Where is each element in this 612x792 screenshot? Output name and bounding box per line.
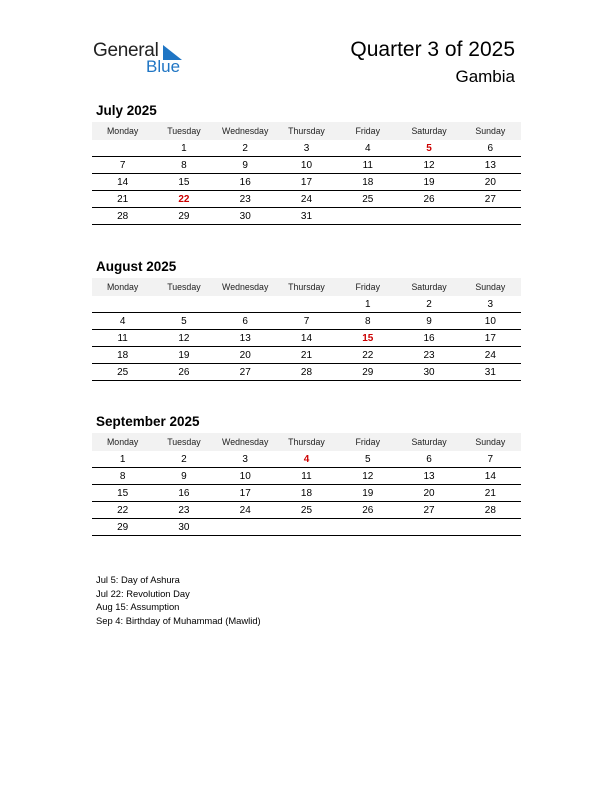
month-september	[92, 413, 521, 536]
weekday-header	[92, 433, 521, 451]
day-cell: 26	[423, 193, 435, 205]
day-cell: 25	[300, 504, 313, 516]
week-row	[92, 451, 521, 468]
day-cell: 19	[423, 176, 435, 188]
week-row	[92, 330, 521, 347]
weekday-header	[92, 278, 521, 296]
day-cell: 26	[362, 504, 374, 516]
day-cell: 11	[117, 332, 128, 344]
holiday-notes	[96, 573, 261, 627]
day-cell: 27	[423, 504, 435, 516]
day-cell: 2	[181, 453, 187, 465]
country-name: Gambia	[455, 67, 515, 86]
weekday-label: Thursday	[288, 126, 325, 136]
day-cell: 30	[239, 210, 251, 222]
weekday-label: Monday	[106, 126, 139, 136]
day-cell: 21	[484, 487, 496, 499]
day-cell: 27	[484, 193, 496, 205]
weekday-label: Friday	[355, 126, 380, 136]
week-row	[92, 208, 521, 225]
day-cell: 10	[239, 470, 251, 482]
day-cell: 29	[362, 366, 374, 378]
weekday-label: Friday	[355, 282, 380, 292]
day-cell: 26	[178, 366, 190, 378]
day-cell: 3	[487, 298, 494, 310]
day-cell: 12	[362, 470, 374, 482]
day-cell: 29	[117, 521, 129, 533]
day-cell: 30	[423, 366, 435, 378]
day-cell: 3	[303, 142, 310, 154]
day-cell: 15	[117, 487, 129, 499]
weekday-label: Sunday	[475, 282, 506, 292]
weekday-label: Wednesday	[222, 437, 269, 447]
day-cell: 18	[300, 487, 313, 499]
day-cell: 13	[239, 332, 251, 344]
weekday-label: Tuesday	[167, 126, 201, 136]
week-row	[92, 485, 521, 502]
generalblue-logo	[93, 40, 193, 80]
weekday-header	[92, 122, 521, 140]
day-cell: 24	[300, 193, 313, 205]
weekday-label: Sunday	[475, 126, 506, 136]
day-cell: 1	[364, 298, 371, 310]
day-cell: 20	[423, 487, 435, 499]
day-cell: 11	[362, 159, 373, 171]
day-cell: 21	[117, 193, 129, 205]
day-cell: 2	[426, 298, 432, 310]
day-cell: 19	[362, 487, 374, 499]
day-cell: 11	[301, 470, 312, 482]
weekday-label: Wednesday	[222, 282, 269, 292]
weekday-label: Thursday	[288, 437, 325, 447]
month-title: September 2025	[96, 414, 200, 429]
day-cell: 8	[364, 315, 371, 327]
day-cell: 18	[362, 176, 374, 188]
day-cell: 23	[178, 504, 190, 516]
day-cell: 7	[303, 315, 310, 327]
day-cell: 16	[423, 332, 435, 344]
day-cell: 16	[239, 176, 251, 188]
day-cell: 4	[364, 142, 371, 154]
day-cell: 31	[300, 210, 313, 222]
logo-text-blue: Blue	[146, 57, 181, 76]
day-cell: 8	[181, 159, 187, 171]
week-row	[92, 191, 521, 208]
note-item: Aug 15: Assumption	[96, 601, 180, 613]
day-cell: 9	[426, 315, 432, 327]
day-cell: 7	[487, 453, 494, 465]
month-july	[92, 102, 521, 225]
day-cell: 28	[300, 366, 313, 378]
weekday-label: Tuesday	[167, 437, 201, 447]
day-cell: 31	[484, 366, 496, 378]
weekday-label: Thursday	[288, 282, 325, 292]
day-cell: 13	[484, 159, 496, 171]
week-row	[92, 313, 521, 330]
day-cell: 19	[178, 349, 190, 361]
day-cell: 13	[423, 470, 435, 482]
day-cell: 1	[119, 453, 126, 465]
day-cell: 17	[239, 487, 251, 499]
day-cell: 14	[117, 176, 129, 188]
week-row	[92, 364, 521, 381]
holiday-day-cell: 5	[426, 142, 432, 154]
month-title: July 2025	[96, 103, 157, 118]
day-cell: 22	[362, 349, 374, 361]
day-cell: 12	[423, 159, 435, 171]
week-row	[92, 157, 521, 174]
day-cell: 22	[117, 504, 129, 516]
day-cell: 20	[239, 349, 251, 361]
day-cell: 17	[484, 332, 496, 344]
day-cell: 27	[239, 366, 251, 378]
holiday-day-cell: 4	[303, 453, 310, 465]
day-cell: 8	[119, 470, 126, 482]
day-cell: 24	[484, 349, 496, 361]
day-cell: 25	[117, 366, 129, 378]
day-cell: 20	[484, 176, 496, 188]
weekday-label: Saturday	[411, 437, 447, 447]
weekday-label: Tuesday	[167, 282, 201, 292]
day-cell: 23	[423, 349, 435, 361]
day-cell: 23	[239, 193, 251, 205]
week-row	[92, 468, 521, 485]
day-cell: 14	[484, 470, 496, 482]
day-cell: 7	[119, 159, 126, 171]
day-cell: 28	[484, 504, 496, 516]
day-cell: 16	[178, 487, 190, 499]
weekday-label: Saturday	[411, 282, 447, 292]
day-cell: 3	[242, 453, 248, 465]
day-cell: 4	[119, 315, 126, 327]
day-cell: 5	[364, 453, 371, 465]
day-cell: 15	[178, 176, 190, 188]
weekday-label: Monday	[106, 282, 139, 292]
day-cell: 9	[242, 159, 248, 171]
day-cell: 25	[362, 193, 374, 205]
weekday-label: Saturday	[411, 126, 447, 136]
note-item: Sep 4: Birthday of Muhammad (Mawlid)	[96, 614, 261, 626]
day-cell: 5	[181, 315, 187, 327]
day-cell: 12	[178, 332, 190, 344]
note-item: Jul 22: Revolution Day	[96, 587, 190, 599]
week-row	[92, 347, 521, 364]
day-cell: 21	[300, 349, 313, 361]
day-cell: 2	[242, 142, 248, 154]
day-cell: 9	[181, 470, 187, 482]
day-cell: 10	[300, 159, 313, 171]
holiday-day-cell: 15	[362, 332, 374, 344]
week-row	[92, 502, 521, 519]
logo-text-general: General	[93, 40, 159, 61]
day-cell: 6	[487, 142, 494, 154]
weekday-label: Sunday	[475, 437, 506, 447]
day-cell: 6	[242, 315, 248, 327]
holiday-day-cell: 22	[178, 193, 190, 205]
day-cell: 24	[239, 504, 251, 516]
month-title: August 2025	[96, 259, 177, 274]
day-cell: 29	[178, 210, 190, 222]
week-row	[92, 140, 521, 157]
day-cell: 10	[484, 315, 496, 327]
day-cell: 6	[426, 453, 432, 465]
day-cell: 28	[117, 210, 129, 222]
weekday-label: Monday	[106, 437, 139, 447]
day-cell: 17	[300, 176, 313, 188]
day-cell: 1	[181, 142, 187, 154]
week-row	[92, 174, 521, 191]
week-row	[92, 296, 521, 313]
page-title: Quarter 3 of 2025	[350, 38, 515, 61]
note-item: Jul 5: Day of Ashura	[96, 574, 180, 585]
weekday-label: Wednesday	[222, 126, 269, 136]
week-row	[92, 519, 521, 536]
month-august	[92, 258, 521, 381]
day-cell: 18	[117, 349, 129, 361]
weekday-label: Friday	[355, 437, 380, 447]
day-cell: 14	[300, 332, 313, 344]
day-cell: 30	[178, 521, 190, 533]
